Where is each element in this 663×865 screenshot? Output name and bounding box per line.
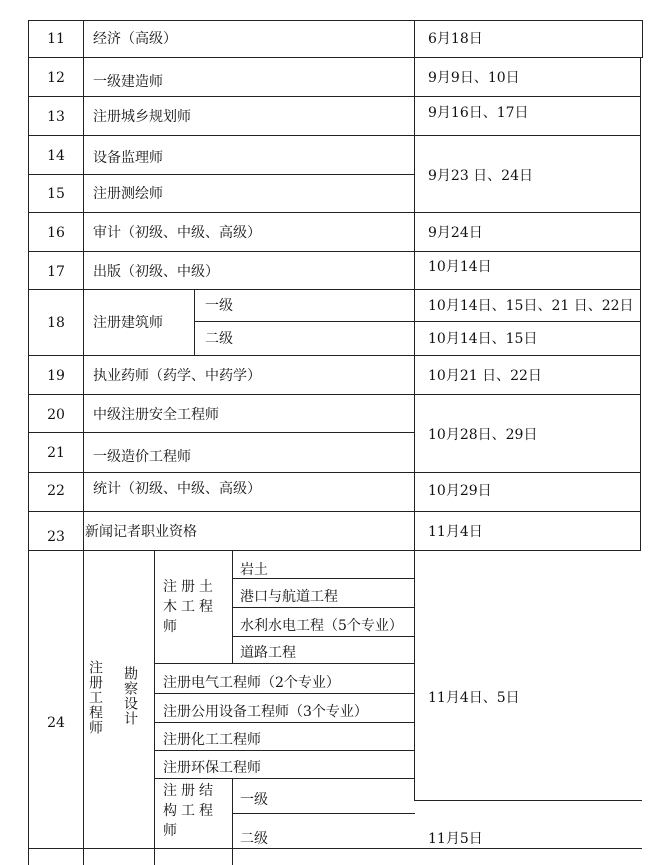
exam-date: 10月14日、15日 [428,331,538,347]
row-divider [28,251,641,252]
row-number: 15 [47,186,65,202]
row-number: 24 [47,715,65,731]
row-number: 21 [47,445,65,461]
row-divider [28,96,641,97]
table-border-left [28,20,29,865]
row-divider [28,174,415,175]
structural-level: 二级 [240,831,268,847]
exam-level: 二级 [205,331,233,347]
exam-name: 经济（高级） [93,31,177,47]
exam-date: 9月23 日、24日 [428,168,533,184]
exam-date: 9月24日 [428,225,483,241]
exam-date: 10月21 日、22日 [428,368,542,384]
row-divider [232,813,415,814]
row-divider [154,693,415,694]
row-number: 16 [47,225,65,241]
column-divider-subgroup [154,550,155,865]
engineer-specialty: 注册电气工程师（2个专业） [163,675,340,691]
table-border-top [28,20,643,21]
row-number: 14 [47,148,65,164]
exam-name: 统计（初级、中级、高级） [93,481,261,497]
row-divider [28,289,641,290]
exam-date: 11月4日、5日 [428,690,520,706]
exam-date: 10月14日 [428,259,492,275]
table-border-right-top [642,20,643,57]
exam-date: 10月28日、29日 [428,427,538,443]
row-number: 23 [47,529,65,545]
exam-date: 9月16日、17日 [428,105,529,121]
row-divider [232,578,415,579]
row-divider [154,778,415,779]
row-divider [154,722,415,723]
survey-design-label: 勘察设计 [122,666,138,726]
engineer-specialty: 注册化工工程师 [163,732,261,748]
exam-date: 6月18日 [428,31,483,47]
row-number: 17 [47,264,65,280]
row-divider [28,212,641,213]
exam-date: 11月4日 [428,524,483,540]
row-divider [28,511,641,512]
row-divider [28,355,641,356]
row-divider [232,636,415,637]
civil-specialty: 港口与航道工程 [240,589,338,605]
exam-name: 中级注册安全工程师 [93,407,219,423]
exam-name: 新闻记者职业资格 [85,524,197,540]
row-divider [28,135,641,136]
engineer-specialty: 注册公用设备工程师（3个专业） [163,704,368,720]
exam-date: 10月14日、15日、21 日、22日 [428,298,634,314]
civil-engineer-label: 注册土木工程师 [163,579,217,635]
exam-name: 一级建造师 [93,74,163,90]
structural-level: 一级 [240,792,268,808]
column-divider-architect-level [194,289,195,355]
exam-name: 审计（初级、中级、高级） [93,225,261,241]
row-divider [28,432,415,433]
row-number: 18 [47,315,65,331]
exam-date: 11月5日 [428,831,483,847]
civil-specialty: 岩土 [240,562,268,578]
row-number: 11 [47,31,65,47]
row-divider [414,800,642,801]
row-number: 12 [47,70,65,86]
row-number: 22 [47,483,65,499]
column-divider-no [83,20,84,865]
civil-specialty: 水利水电工程（5个专业） [240,618,403,634]
row-number: 19 [47,368,65,384]
row-divider [28,848,642,849]
exam-name: 出版（初级、中级） [93,264,219,280]
engineer-group-label: 注册工程师 [87,660,103,735]
column-divider-date [414,20,415,800]
exam-date: 9月9日、10日 [428,70,520,86]
row-divider [28,472,641,473]
engineer-specialty: 注册环保工程师 [163,760,261,776]
exam-date: 10月29日 [428,483,492,499]
row-divider [28,394,641,395]
exam-name: 注册测绘师 [93,186,163,202]
civil-specialty: 道路工程 [240,645,296,661]
exam-name: 设备监理师 [93,150,163,166]
exam-name: 一级造价工程师 [93,449,191,465]
row-divider [194,321,641,322]
row-divider [154,663,415,664]
exam-level: 一级 [205,298,233,314]
row-divider [232,607,415,608]
structural-engineer-label: 注册结构工程师 [163,783,217,839]
exam-name: 注册建筑师 [93,315,163,331]
row-number: 13 [47,109,65,125]
column-divider-structural [232,778,233,865]
row-divider [28,57,643,58]
row-divider [154,750,415,751]
row-number: 20 [47,407,65,423]
table-border-right [640,57,641,550]
row-divider [28,550,641,551]
exam-name: 注册城乡规划师 [93,109,191,125]
exam-name: 执业药师（药学、中药学） [93,368,261,384]
